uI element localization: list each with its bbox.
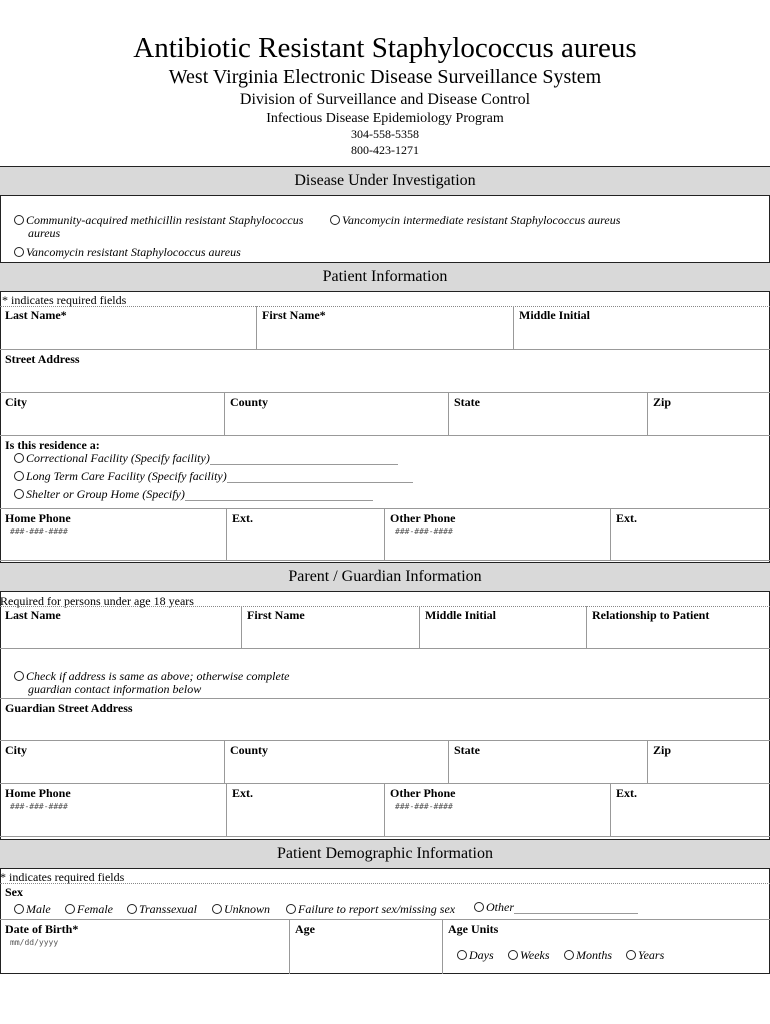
residence-long-term-care[interactable]: Long Term Care Facility (Specify facility) bbox=[14, 470, 413, 483]
sex-unknown[interactable]: Unknown bbox=[212, 903, 270, 916]
unit-years[interactable]: Years bbox=[626, 949, 664, 962]
radio-icon[interactable] bbox=[14, 471, 24, 481]
guardian-street-field[interactable]: Guardian Street Address bbox=[0, 698, 770, 741]
section-disease: Disease Under Investigation bbox=[0, 166, 770, 196]
guardian-home-phone-field[interactable]: Home Phone ###-###-#### bbox=[0, 784, 227, 837]
same-address-checkbox[interactable]: Check if address is same as above; otherwise complete guardian contact information below bbox=[14, 670, 290, 696]
guardian-first-name-field[interactable]: First Name bbox=[242, 606, 420, 649]
unit-days[interactable]: Days bbox=[457, 949, 494, 962]
age-field[interactable]: Age bbox=[290, 920, 443, 974]
sex-male[interactable]: Male bbox=[14, 903, 51, 916]
option-ca-mrsa[interactable]: Community-acquired methicillin resistant Staphylococcus aureus bbox=[14, 214, 334, 240]
phone-number-2: 800-423-1271 bbox=[351, 143, 419, 157]
guardian-last-name-field[interactable]: Last Name bbox=[0, 606, 242, 649]
home-ext-field[interactable]: Ext. bbox=[227, 509, 385, 561]
guardian-zip-field[interactable]: Zip bbox=[648, 741, 770, 784]
radio-icon[interactable] bbox=[127, 904, 137, 914]
specify-line[interactable] bbox=[185, 489, 373, 501]
first-name-field[interactable]: First Name* bbox=[257, 306, 514, 350]
guardian-state-field[interactable]: State bbox=[449, 741, 648, 784]
residence-shelter[interactable]: Shelter or Group Home (Specify) bbox=[14, 488, 373, 501]
residence-correctional[interactable]: Correctional Facility (Specify facility) bbox=[14, 452, 398, 465]
state-field[interactable]: State bbox=[449, 393, 648, 436]
county-field[interactable]: County bbox=[225, 393, 449, 436]
radio-icon[interactable] bbox=[457, 950, 467, 960]
other-ext-field[interactable]: Ext. bbox=[611, 509, 770, 561]
section-patient: Patient Information bbox=[0, 262, 770, 292]
other-phone-field[interactable]: Other Phone ###-###-#### bbox=[385, 509, 611, 561]
option-vrsa[interactable]: Vancomycin resistant Staphylococcus aureus bbox=[14, 246, 241, 259]
dob-field[interactable]: Date of Birth* mm/dd/yyyy bbox=[0, 920, 290, 974]
guardian-other-ext-field[interactable]: Ext. bbox=[611, 784, 770, 837]
radio-icon[interactable] bbox=[14, 247, 24, 257]
radio-icon[interactable] bbox=[14, 453, 24, 463]
radio-icon[interactable] bbox=[286, 904, 296, 914]
program-name: Infectious Disease Epidemiology Program bbox=[266, 111, 504, 126]
radio-icon[interactable] bbox=[14, 489, 24, 499]
section-demographic: Patient Demographic Information bbox=[0, 839, 770, 869]
guardian-county-field[interactable]: County bbox=[225, 741, 449, 784]
city-field[interactable]: City bbox=[0, 393, 225, 436]
radio-icon[interactable] bbox=[14, 904, 24, 914]
guardian-middle-initial-field[interactable]: Middle Initial bbox=[420, 606, 587, 649]
guardian-required-note: Required for persons under age 18 years bbox=[0, 594, 194, 608]
zip-field[interactable]: Zip bbox=[648, 393, 770, 436]
other-specify-line[interactable] bbox=[514, 902, 638, 914]
guardian-other-phone-field[interactable]: Other Phone ###-###-#### bbox=[385, 784, 611, 837]
unit-weeks[interactable]: Weeks bbox=[508, 949, 550, 962]
radio-icon[interactable] bbox=[564, 950, 574, 960]
required-note: * indicates required fields bbox=[2, 293, 127, 307]
relationship-field[interactable]: Relationship to Patient bbox=[587, 606, 770, 649]
option-visa[interactable]: Vancomycin intermediate resistant Staphylococcus aureus bbox=[330, 214, 620, 227]
sex-missing[interactable]: Failure to report sex/missing sex bbox=[286, 903, 455, 916]
age-units-field: Age Units bbox=[448, 922, 499, 936]
system-name: West Virginia Electronic Disease Surveillance System bbox=[168, 66, 602, 88]
form-title: Antibiotic Resistant Staphylococcus aureus bbox=[133, 32, 637, 64]
sex-other[interactable]: Other bbox=[474, 901, 638, 914]
unit-months[interactable]: Months bbox=[564, 949, 612, 962]
radio-icon[interactable] bbox=[212, 904, 222, 914]
sex-transsexual[interactable]: Transsexual bbox=[127, 903, 197, 916]
radio-icon[interactable] bbox=[14, 215, 24, 225]
radio-icon[interactable] bbox=[508, 950, 518, 960]
guardian-city-field[interactable]: City bbox=[0, 741, 225, 784]
division-name: Division of Surveillance and Disease Control bbox=[239, 91, 531, 108]
residence-type: Is this residence a: bbox=[0, 436, 770, 509]
radio-icon[interactable] bbox=[14, 671, 24, 681]
last-name-field[interactable]: Last Name* bbox=[0, 306, 257, 350]
guardian-home-ext-field[interactable]: Ext. bbox=[227, 784, 385, 837]
demographic-required-note: * indicates required fields bbox=[0, 870, 125, 884]
phone-number-1: 304-558-5358 bbox=[351, 127, 419, 141]
radio-icon[interactable] bbox=[626, 950, 636, 960]
street-address-field[interactable]: Street Address bbox=[0, 350, 770, 393]
home-phone-field[interactable]: Home Phone ###-###-#### bbox=[0, 509, 227, 561]
radio-icon[interactable] bbox=[474, 902, 484, 912]
radio-icon[interactable] bbox=[65, 904, 75, 914]
radio-icon[interactable] bbox=[330, 215, 340, 225]
specify-line[interactable] bbox=[210, 453, 398, 465]
section-guardian: Parent / Guardian Information bbox=[0, 562, 770, 592]
specify-line[interactable] bbox=[227, 471, 413, 483]
sex-female[interactable]: Female bbox=[65, 903, 113, 916]
middle-initial-field[interactable]: Middle Initial bbox=[514, 306, 770, 350]
sex-field: Sex bbox=[0, 883, 770, 920]
